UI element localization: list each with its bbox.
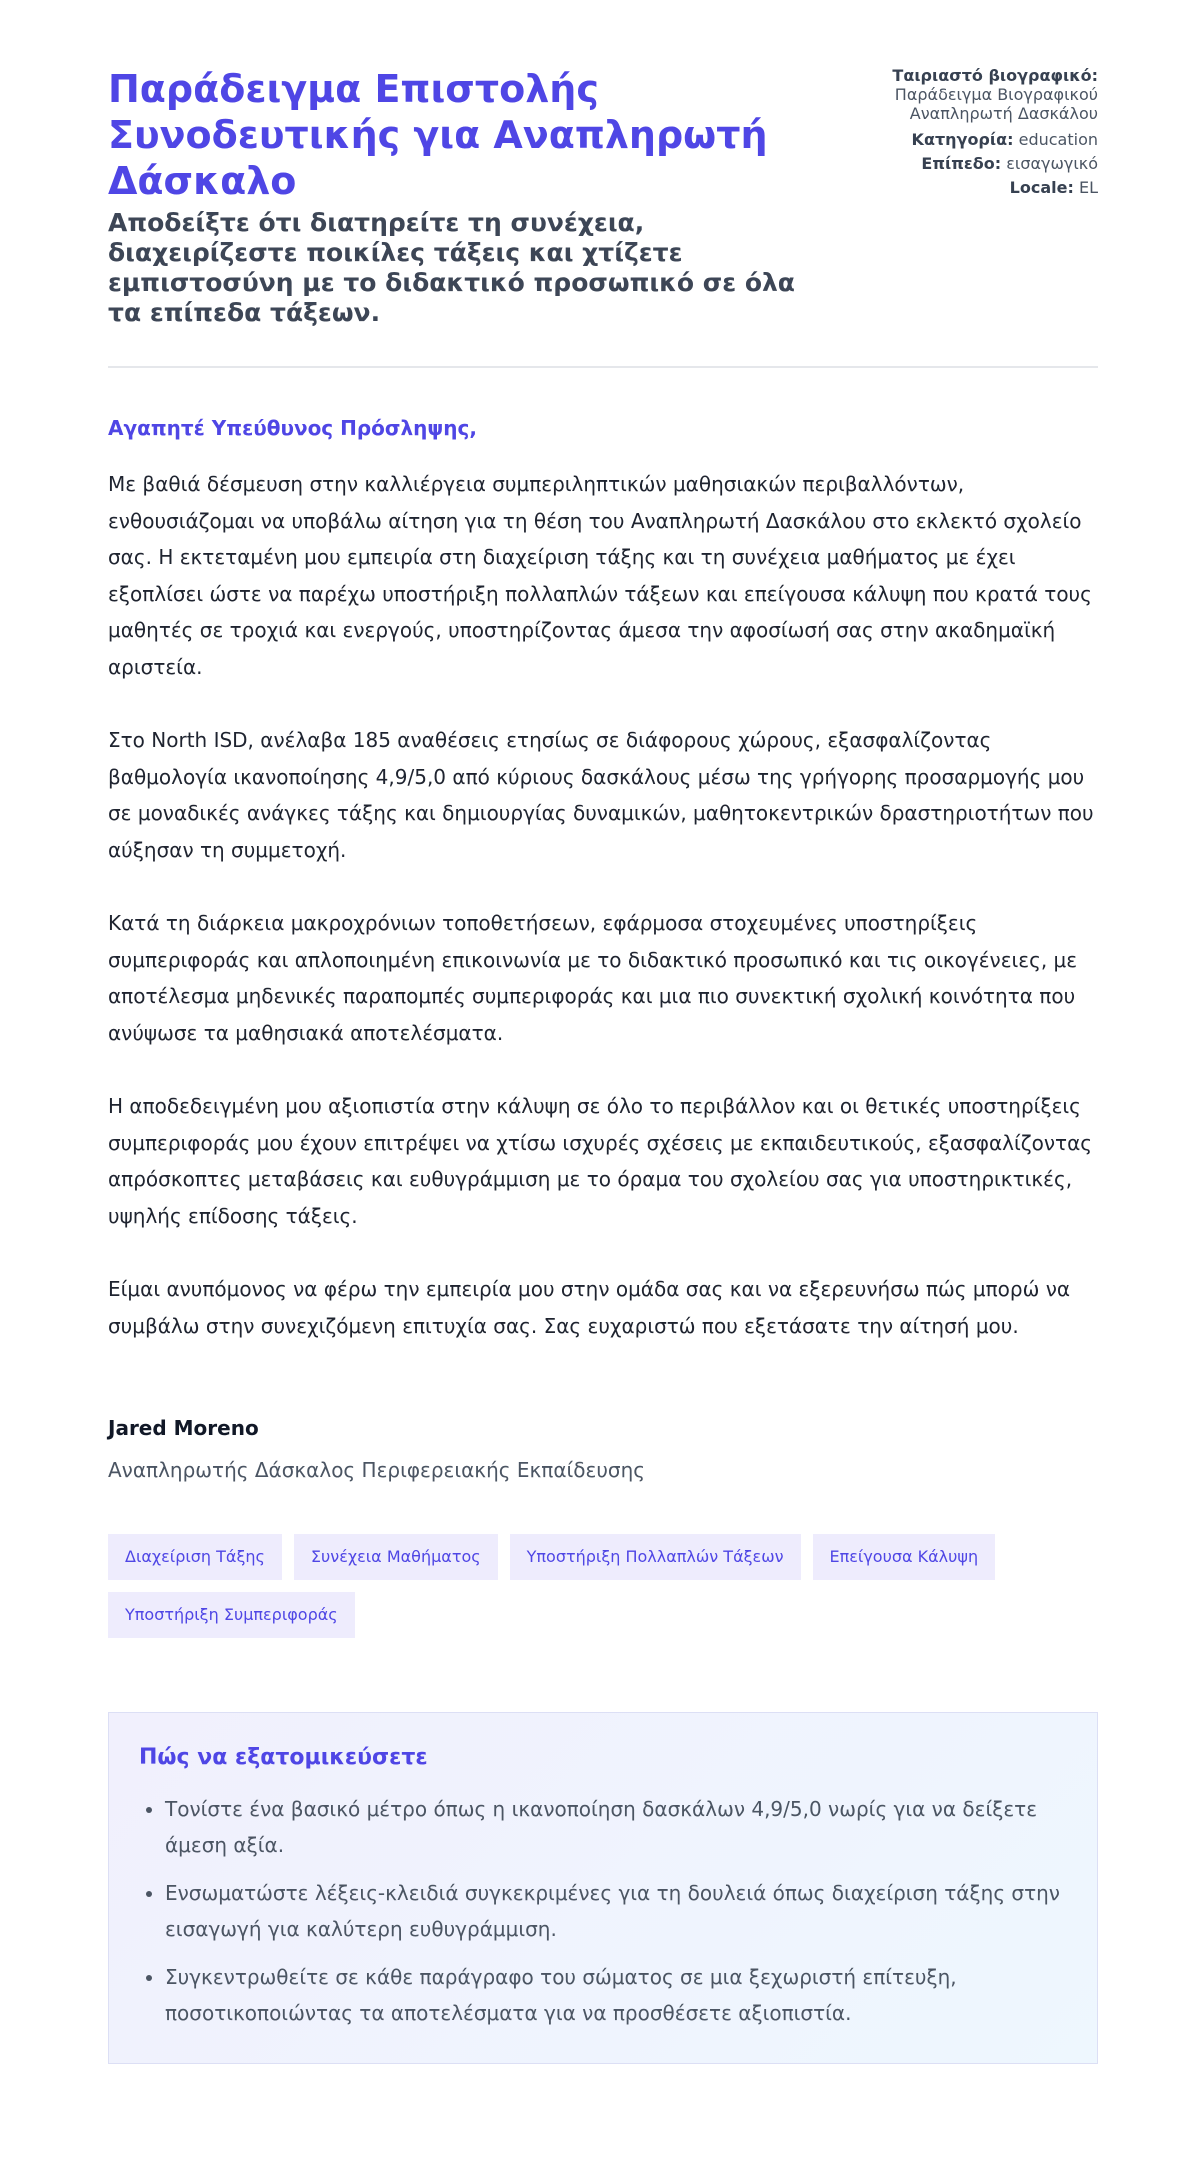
tips-box: [108, 1712, 1098, 2064]
tag: Υποστήριξη Πολλαπλών Τάξεων: [510, 1534, 801, 1580]
meta-panel: [838, 66, 1098, 328]
meta-locale-label: Locale:: [1009, 178, 1074, 197]
tag: Επείγουσα Κάλυψη: [813, 1534, 996, 1580]
tag: Υποστήριξη Συμπεριφοράς: [108, 1592, 355, 1638]
page-subtitle: Αποδείξτε ότι διατηρείτε τη συνέχεια, διαχειρίζεστε ποικίλες τάξεις και χτίζετε εμπιστοσύνη με το διδακτικό προσωπικό σε όλα τα επίπεδα τάξεων.: [108, 208, 795, 327]
paragraph: Με βαθιά δέσμευση στην καλλιέργεια συμπεριληπτικών μαθησιακών περιβαλλόντων, ενθουσιάζομαι να υποβάλω αίτηση για τη θέση του Αναπληρωτή Δασκάλου στο εκλεκτό σχολείο σας. Η εκτεταμένη μου εμπειρία στη διαχείριση τάξης και τη συνέχεια μαθήματος με έχει εξοπλίσει ώστε να παρέχω υποστήριξη πολλαπλών τάξεων και επείγουσα κάλυψη που κρατά τους μαθητές σε τροχιά και ενεργούς, υποστηρίζοντας άμεσα την αφοσίωσή σας στην ακαδημαϊκή αριστεία.: [108, 472, 1092, 679]
meta-category: [838, 128, 1098, 152]
page-title: Παράδειγμα Επιστολής Συνοδευτικής για Αναπληρωτή Δάσκαλο: [108, 67, 768, 203]
tip-item: • Συγκεντρωθείτε σε κάθε παράγραφο του σώματος σε μια ξεχωριστή επίτευξη, ποσοτικοποιώντας τα αποτελέσματα για να προσθέσετε αξιοπιστία.: [165, 1959, 1067, 2031]
tag: Διαχείριση Τάξης: [108, 1534, 282, 1580]
tip-item: • Ενσωματώστε λέξεις-κλειδιά συγκεκριμένες για τη δουλειά όπως διαχείριση τάξης στην εισαγωγή για καλύτερη ευθυγράμμιση.: [165, 1875, 1067, 1947]
paragraph: Η αποδεδειγμένη μου αξιοπιστία στην κάλυψη σε όλο το περιβάλλον και οι θετικές υποστηρίξεις συμπεριφοράς μου έχουν επιτρέψει να χτίσω ισχυρές σχέσεις με εκπαιδευτικούς, εξασφαλίζοντας απρόσκοπτες μεταβάσεις και ευθυγράμμιση με το όραμα του σχολείου σας για υποστηρικτικές, υψηλής επίδοσης τάξεις.: [108, 1094, 1093, 1228]
meta-resume: [838, 66, 1098, 123]
divider: [108, 366, 1098, 368]
tag: Συνέχεια Μαθήματος: [294, 1534, 498, 1580]
cover-letter-page: [108, 0, 1098, 2064]
meta-level: [838, 152, 1098, 176]
meta-level-label: Επίπεδο:: [921, 154, 1002, 173]
meta-category-value: education: [1018, 130, 1098, 149]
meta-locale-value: EL: [1078, 178, 1098, 197]
tips-heading: Πώς να εξατομικεύσετε: [139, 1745, 428, 1770]
meta-resume-value: Παράδειγμα Βιογραφικού Αναπληρωτή Δασκάλου: [894, 85, 1098, 123]
signature-name: Jared Moreno: [108, 1416, 259, 1440]
tip-item: • Τονίστε ένα βασικό μέτρο όπως η ικανοποίηση δασκάλων 4,9/5,0 νωρίς για να δείξετε άμεση αξία.: [165, 1791, 1067, 1863]
signature-title: Αναπληρωτής Δάσκαλος Περιφερειακής Εκπαίδευσης: [108, 1458, 645, 1482]
meta-resume-label: Ταιριαστό βιογραφικό:: [892, 66, 1098, 85]
paragraph: Είμαι ανυπόμονος να φέρω την εμπειρία μου στην ομάδα σας και να εξερευνήσω πώς μπορώ να συμβάλω στην συνεχιζόμενη επιτυχία σας. Σας ευχαριστώ που εξετάσατε την αίτησή μου.: [108, 1277, 1071, 1338]
header: [108, 0, 1098, 328]
letter-body: [108, 466, 1098, 1344]
title-block: [108, 66, 828, 328]
tag-list: [108, 1534, 1098, 1638]
paragraph: Κατά τη διάρκεια μακροχρόνιων τοποθετήσεων, εφάρμοσα στοχευμένες υποστηρίξεις συμπεριφοράς και απλοποιημένη επικοινωνία με το διδακτικό προσωπικό και τις οικογένειες, με αποτέλεσμα μηδενικές παραπομπές συμπεριφοράς και μια πιο συνεκτική σχολική κοινότητα που ανύψωσε τα μαθησιακά αποτελέσματα.: [108, 911, 1078, 1045]
paragraph: Στο North ISD, ανέλαβα 185 αναθέσεις ετησίως σε διάφορους χώρους, εξασφαλίζοντας βαθμολογία ικανοποίησης 4,9/5,0 από κύριους δασκάλους μέσω της γρήγορης προσαρμογής μου σε μοναδικές ανάγκες τάξης και δημιουργίας δυναμικών, μαθητοκεντρικών δραστηριοτήτων που αύξησαν τη συμμετοχή.: [108, 728, 1094, 862]
tips-list: [139, 1791, 1067, 2031]
greeting: Αγαπητέ Υπεύθυνος Πρόσληψης,: [108, 416, 477, 440]
meta-category-label: Κατηγορία:: [911, 130, 1014, 149]
meta-locale: [838, 176, 1098, 200]
meta-level-value: εισαγωγικό: [1006, 154, 1098, 173]
